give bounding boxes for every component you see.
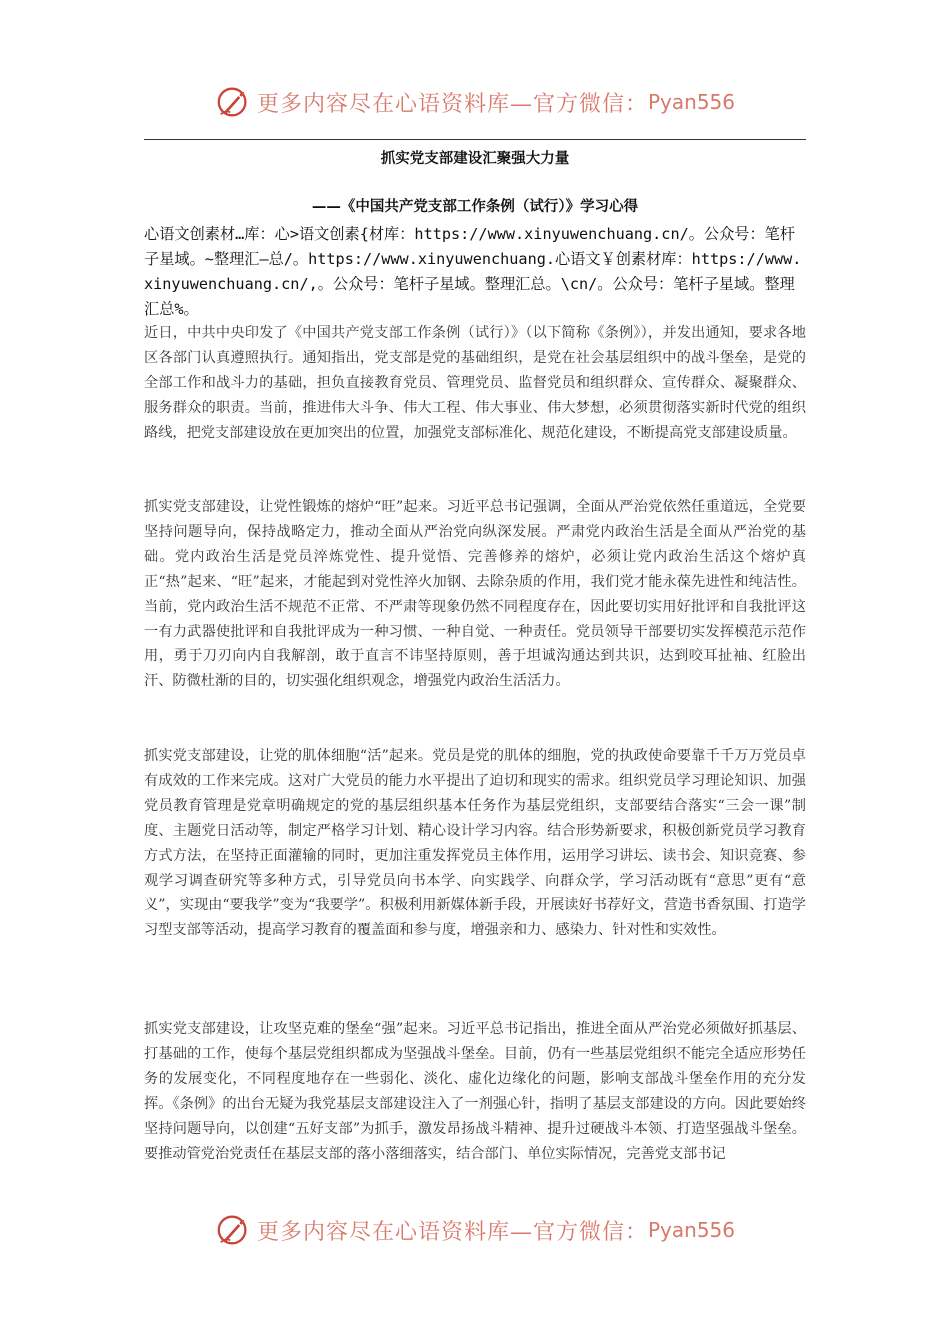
document-subtitle: ——《中国共产党支部工作条例（试行）》学习心得 (311, 199, 639, 215)
banner-wechat-id: Pyan556 (648, 90, 736, 114)
banner-text: 更多内容尽在心语资料库—官方微信： (256, 91, 648, 117)
header-divider (144, 139, 806, 140)
header-banner (0, 80, 950, 124)
source-note: 心语文创素材…库：心>语文创素{材库：https://www.xinyuwenchuang.cn/。公众号：笔杆子星域。~整理汇—总/。https://www.xinyuwenchuang.心语文￥创素材库：https://www.xinyuwenchuang.cn/,。公众号：笔杆子星域。整理汇总。\cn/。公众号：笔杆子星域。整理汇总%。 (144, 225, 802, 318)
pen-logo-icon (215, 1211, 253, 1249)
footer-banner (0, 1208, 950, 1252)
body-paragraph-3: 抓实党支部建设，让党的肌体细胞“活”起来。党员是党的肌体的细胞，党的执政使命要靠千千万万党员卓有成效的工作来完成。这对广大党员的能力水平提出了迫切和现实的需求。组织党员学习理论知识、加强党员教育管理是党章明确规定的党的基层组织基本任务作为基层党组织，支部要结合落实“三会一课”制度、主题党日活动等，制定严格学习计划、精心设计学习内容。结合形势新要求，积极创新党员学习教育方式方法，在坚持正面灌输的同时，更加注重发挥党员主体作用，运用学习讲坛、读书会、知识竞赛、参观学习调查研究等多种方式，引导党员向书本学、向实践学、向群众学，学习活动既有“意思”更有“意义”，实现由“要我学”变为“我要学”。积极利用新媒体新手段，开展读好书荐好文，营造书香氛围、打造学习型支部等活动，提高学习教育的覆盖面和参与度，增强亲和力、感染力、针对性和实效性。 (144, 748, 806, 939)
banner-wechat-id: Pyan556 (648, 1218, 736, 1242)
banner-text: 更多内容尽在心语资料库—官方微信： (256, 1219, 648, 1245)
body-paragraph-1: 近日，中共中央印发了《中国共产党支部工作条例（试行）》（以下简称《条例》），并发出通知，要求各地区各部门认真遵照执行。通知指出，党支部是党的基础组织，是党在社会基层组织中的战斗堡垒，是党的全部工作和战斗力的基础，担负直接教育党员、管理党员、监督党员和组织群众、宣传群众、凝聚群众、服务群众的职责。当前，推进伟大斗争、伟大工程、伟大事业、伟大梦想，必须贯彻落实新时代党的组织路线，把党支部建设放在更加突出的位置，加强党支部标准化、规范化建设，不断提高党支部建设质量。 (144, 325, 806, 441)
pen-logo-icon (215, 83, 253, 121)
body-paragraph-2: 抓实党支部建设，让党性锻炼的熔炉“旺”起来。习近平总书记强调，全面从严治党依然任重道远，全党要坚持问题导向，保持战略定力，推动全面从严治党向纵深发展。严肃党内政治生活是全面从严治党的基础。党内政治生活是党员淬炼党性、提升觉悟、完善修养的熔炉，必须让党内政治生活这个熔炉真正“热”起来、“旺”起来，才能起到对党性淬火加钢、去除杂质的作用，我们党才能永葆先进性和纯洁性。当前，党内政治生活不规范不正常、不严肃等现象仍然不同程度存在，因此要切实用好批评和自我批评这一有力武器使批评和自我批评成为一种习惯、一种自觉、一种责任。党员领导干部要切实发挥模范示范作用，勇于刀刃向内自我解剖，敢于直言不讳坚持原则，善于坦诚沟通达到共识，达到咬耳扯袖、红脸出汗、防微杜渐的目的，切实强化组织观念，增强党内政治生活活力。 (144, 499, 806, 690)
body-paragraph-4: 抓实党支部建设，让攻坚克难的堡垒“强”起来。习近平总书记指出，推进全面从严治党必须做好抓基层、打基础的工作，使每个基层党组织都成为坚强战斗堡垒。目前，仍有一些基层党组织不能完全适应形势任务的发展变化，不同程度地存在一些弱化、淡化、虚化边缘化的问题，影响支部战斗堡垒作用的充分发挥。《条例》的出台无疑为我党基层支部建设注入了一剂强心针，指明了基层支部建设的方向。因此要始终坚持问题导向，以创建“五好支部”为抓手，激发昂扬战斗精神、提升过硬战斗本领、打造坚强战斗堡垒。要推动管党治党责任在基层支部的落小落细落实，结合部门、单位实际情况，完善党支部书记 (144, 1021, 806, 1162)
document-title: 抓实党支部建设汇聚强大力量 (380, 151, 570, 167)
